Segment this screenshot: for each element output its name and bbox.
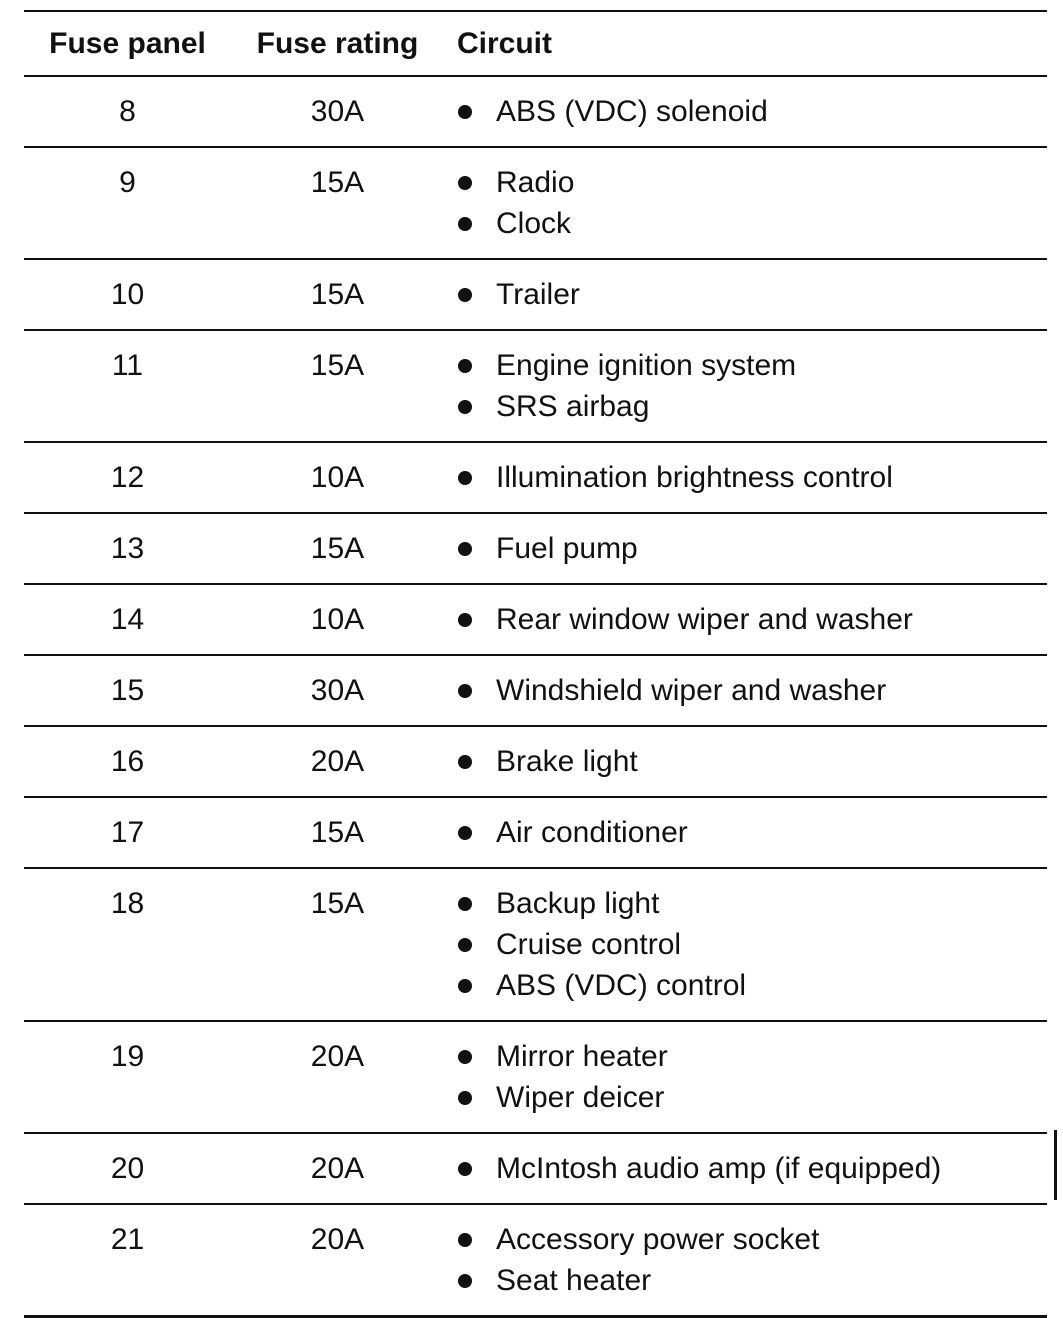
circuit-list-item (457, 457, 1047, 498)
circuit-label: Air conditioner (496, 816, 688, 849)
table-body (24, 76, 1047, 1317)
circuit-label: Backup light (496, 887, 660, 920)
circuit-label: Engine ignition system (496, 349, 797, 382)
fuse-table (24, 10, 1047, 1318)
circuit-list-item (457, 1260, 1047, 1301)
circuit-label: ABS (VDC) control (496, 969, 747, 1002)
fuse-panel-number: 11 (111, 349, 144, 382)
circuit-label: McIntosh audio amp (if equipped) (496, 1152, 942, 1185)
circuit-cell (444, 513, 1047, 584)
fuse-panel-number: 17 (110, 816, 145, 849)
bullet-icon (458, 217, 472, 231)
fuse-rating-value: 10A (310, 603, 365, 636)
fuse-rating-value: 20A (310, 745, 365, 778)
circuit-list-item (457, 883, 1047, 924)
bullet-icon (458, 542, 472, 556)
fuse-panel-number: 15 (110, 674, 145, 707)
fuse-table-container (24, 10, 1047, 1318)
circuit-label: Seat heater (496, 1264, 652, 1297)
bullet-icon (458, 176, 472, 190)
table-row (24, 584, 1047, 655)
table-row (24, 330, 1047, 442)
table-row (24, 147, 1047, 259)
circuit-cell (444, 1204, 1047, 1317)
header-circuit: Circuit (457, 26, 553, 60)
circuit-label: Wiper deicer (496, 1081, 665, 1114)
circuit-list (457, 274, 1047, 315)
circuit-list-item (457, 670, 1047, 711)
circuit-list (457, 599, 1047, 640)
circuit-list (457, 1036, 1047, 1118)
bullet-icon (458, 613, 472, 627)
bullet-icon (458, 755, 472, 769)
circuit-label: Fuel pump (496, 532, 638, 565)
circuit-list (457, 162, 1047, 244)
bullet-icon (458, 826, 472, 840)
circuit-label: ABS (VDC) solenoid (496, 95, 768, 128)
circuit-list (457, 812, 1047, 853)
fuse-rating-value: 15A (310, 166, 365, 199)
page-edge-mark (1054, 1130, 1063, 1200)
circuit-list-item (457, 1036, 1047, 1077)
fuse-panel-number: 19 (110, 1040, 145, 1073)
circuit-cell (444, 797, 1047, 868)
fuse-rating-value: 30A (310, 674, 365, 707)
circuit-label: Brake light (496, 745, 638, 778)
table-row (24, 726, 1047, 797)
fuse-panel-number: 16 (110, 745, 145, 778)
fuse-rating-value: 20A (310, 1040, 365, 1073)
circuit-cell (444, 868, 1047, 1021)
circuit-label: Clock (496, 207, 572, 240)
fuse-rating-value: 30A (310, 95, 365, 128)
fuse-panel-number: 14 (110, 603, 145, 636)
table-row (24, 655, 1047, 726)
fuse-panel-number: 12 (110, 461, 145, 494)
table-row (24, 1204, 1047, 1317)
bullet-icon (458, 684, 472, 698)
table-header (24, 11, 1047, 76)
circuit-list (457, 528, 1047, 569)
bullet-icon (458, 359, 472, 373)
circuit-list-item (457, 741, 1047, 782)
bullet-icon (458, 288, 472, 302)
fuse-rating-value: 10A (310, 461, 365, 494)
circuit-label: Rear window wiper and washer (496, 603, 913, 636)
fuse-rating-value: 15A (310, 349, 365, 382)
bullet-icon (458, 1233, 472, 1247)
bullet-icon (458, 938, 472, 952)
circuit-label: Trailer (496, 278, 580, 311)
bullet-icon (458, 1050, 472, 1064)
table-row (24, 797, 1047, 868)
circuit-list-item (457, 965, 1047, 1006)
circuit-label: Accessory power socket (496, 1223, 820, 1256)
circuit-cell (444, 330, 1047, 442)
header-row (24, 11, 1047, 76)
fuse-panel-number: 21 (110, 1223, 145, 1256)
circuit-cell (444, 259, 1047, 330)
circuit-list-item (457, 1219, 1047, 1260)
circuit-cell (444, 584, 1047, 655)
table-row (24, 442, 1047, 513)
fuse-panel-number: 9 (119, 166, 136, 199)
circuit-list-item (457, 162, 1047, 203)
circuit-cell (444, 1133, 1047, 1204)
circuit-label: Mirror heater (496, 1040, 668, 1073)
circuit-list-item (457, 203, 1047, 244)
fuse-rating-value: 20A (310, 1223, 365, 1256)
fuse-rating-value: 15A (310, 816, 365, 849)
fuse-panel-number: 10 (110, 278, 145, 311)
bullet-icon (458, 105, 472, 119)
circuit-cell (444, 655, 1047, 726)
bullet-icon (458, 471, 472, 485)
circuit-list-item (457, 599, 1047, 640)
circuit-list (457, 345, 1047, 427)
circuit-list-item (457, 1077, 1047, 1118)
circuit-list (457, 883, 1047, 1006)
circuit-list-item (457, 345, 1047, 386)
circuit-label: SRS airbag (496, 390, 650, 423)
table-row (24, 76, 1047, 147)
fuse-panel-number: 8 (119, 95, 136, 128)
bullet-icon (458, 1091, 472, 1105)
table-row (24, 868, 1047, 1021)
fuse-rating-value: 15A (310, 278, 365, 311)
fuse-rating-value: 20A (310, 1152, 365, 1185)
bullet-icon (458, 1162, 472, 1176)
circuit-list-item (457, 91, 1047, 132)
circuit-list (457, 457, 1047, 498)
circuit-list-item (457, 924, 1047, 965)
circuit-cell (444, 147, 1047, 259)
fuse-panel-number: 20 (110, 1152, 145, 1185)
circuit-list-item (457, 274, 1047, 315)
bullet-icon (458, 1274, 472, 1288)
circuit-label: Cruise control (496, 928, 682, 961)
header-fuse-rating: Fuse rating (256, 26, 419, 60)
circuit-cell (444, 76, 1047, 147)
circuit-list-item (457, 386, 1047, 427)
circuit-list-item (457, 528, 1047, 569)
circuit-list-item (457, 812, 1047, 853)
fuse-panel-number: 13 (110, 532, 145, 565)
circuit-cell (444, 442, 1047, 513)
table-row (24, 1133, 1047, 1204)
circuit-list-item (457, 1148, 1047, 1189)
table-row (24, 1021, 1047, 1133)
fuse-rating-value: 15A (310, 887, 365, 920)
circuit-list (457, 670, 1047, 711)
header-fuse-panel: Fuse panel (49, 26, 206, 60)
fuse-rating-value: 15A (310, 532, 365, 565)
circuit-label: Illumination brightness control (496, 461, 893, 494)
bullet-icon (458, 897, 472, 911)
circuit-cell (444, 1021, 1047, 1133)
table-row (24, 513, 1047, 584)
fuse-panel-number: 18 (110, 887, 145, 920)
circuit-label: Radio (496, 166, 575, 199)
bullet-icon (458, 400, 472, 414)
circuit-list (457, 91, 1047, 132)
bullet-icon (458, 979, 472, 993)
circuit-cell (444, 726, 1047, 797)
circuit-label: Windshield wiper and washer (496, 674, 887, 707)
circuit-list (457, 1219, 1047, 1301)
circuit-list (457, 1148, 1047, 1189)
circuit-list (457, 741, 1047, 782)
table-row (24, 259, 1047, 330)
